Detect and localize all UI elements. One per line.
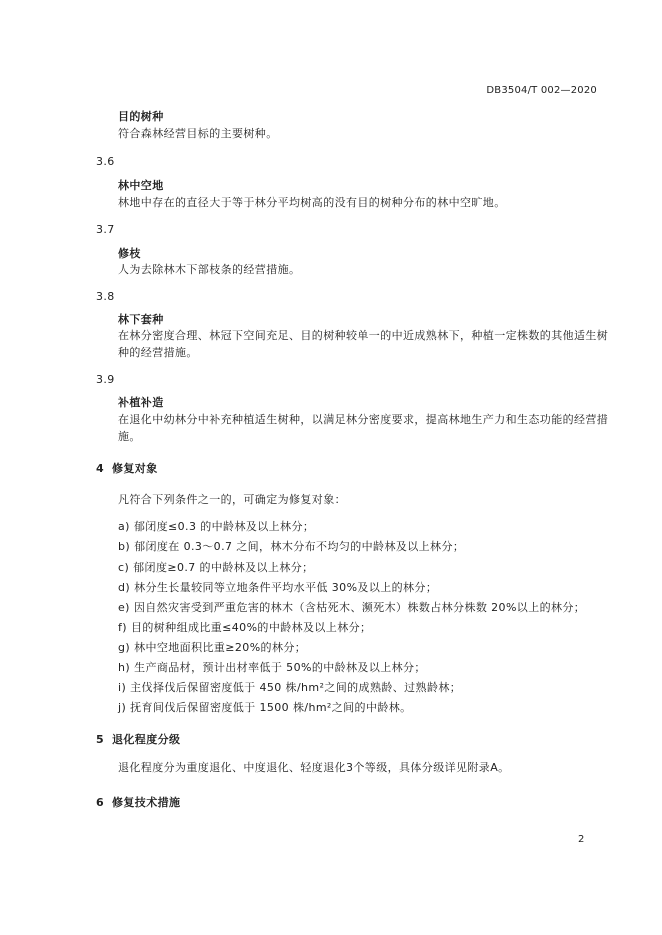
section-number: 4 — [96, 462, 105, 475]
term-definition: 符合森林经营目标的主要树种。 — [118, 127, 278, 140]
document-code-header: DB3504/T 002—2020 — [486, 85, 597, 96]
term-title: 林中空地 — [118, 179, 164, 192]
list-item-text: 目的树种组成比重≤40%的中龄林及以上林分； — [130, 621, 372, 634]
list-item-label: i) — [118, 681, 127, 694]
term-title: 林下套种 — [118, 313, 164, 326]
section-heading-6 — [96, 796, 180, 810]
list-item-label: c) — [118, 561, 130, 574]
list-item-label: b) — [118, 540, 131, 553]
list-item — [118, 701, 412, 715]
section-intro: 凡符合下列条件之一的，可确定为修复对象： — [118, 493, 346, 506]
term-title: 目的树种 — [118, 110, 164, 123]
list-item — [118, 621, 371, 635]
list-item-text: 因自然灾害受到严重危害的林木（含枯死木、濒死木）株数占林分株数 20%以上的林分； — [133, 601, 586, 614]
list-item — [118, 540, 464, 554]
section-number: 5 — [96, 733, 105, 746]
list-item — [118, 681, 461, 695]
list-item-label: j) — [118, 701, 127, 714]
list-item — [118, 561, 314, 575]
term-number: 3.7 — [96, 223, 115, 236]
list-item-text: 郁闭度≥0.7 的中龄林及以上林分； — [133, 561, 314, 574]
list-item — [118, 661, 426, 675]
list-item — [118, 581, 437, 595]
term-definition: 林地中存在的直径大于等于林分平均树高的没有目的树种分布的林中空旷地。 — [118, 196, 506, 209]
term-number: 3.8 — [96, 290, 115, 303]
list-item-text: 生产商品材，预计出材率低于 50%的中龄林及以上林分； — [134, 661, 426, 674]
list-item-label: a) — [118, 520, 130, 533]
section-heading-4 — [96, 462, 158, 476]
list-item-text: 林中空地面积比重≥20%的林分； — [134, 641, 307, 654]
term-title: 补植补造 — [118, 396, 164, 409]
term-definition: 施。 — [118, 430, 141, 443]
list-item-text: 郁闭度≤0.3 的中龄林及以上林分； — [133, 520, 315, 533]
term-title: 修枝 — [118, 247, 141, 260]
section-heading-5 — [96, 733, 180, 747]
term-definition: 人为去除林木下部枝条的经营措施。 — [118, 263, 301, 276]
section-title: 修复技术措施 — [112, 796, 181, 809]
list-item-label: d) — [118, 581, 131, 594]
list-item-text: 抚育间伐后保留密度低于 1500 株/hm²之间的中龄林。 — [130, 701, 412, 714]
list-item — [118, 601, 585, 615]
section-body: 退化程度分为重度退化、中度退化、轻度退化3个等级，具体分级详见附录A。 — [118, 761, 510, 774]
page-number: 2 — [578, 834, 585, 845]
list-item-label: h) — [118, 661, 131, 674]
list-item-text: 郁闭度在 0.3～0.7 之间，林木分布不均匀的中龄林及以上林分； — [134, 540, 465, 553]
list-item-label: f) — [118, 621, 127, 634]
list-item-label: e) — [118, 601, 130, 614]
term-definition: 在林分密度合理、林冠下空间充足、目的树种较单一的中近成熟林下，种植一定株数的其他适生树 — [118, 329, 609, 342]
list-item — [118, 520, 314, 534]
term-definition: 在退化中幼林分中补充种植适生树种，以满足林分密度要求，提高林地生产力和生态功能的经营措 — [118, 413, 609, 426]
term-number: 3.9 — [96, 373, 115, 386]
list-item-text: 林分生长量较同等立地条件平均水平低 30%及以上的林分； — [134, 581, 438, 594]
section-number: 6 — [96, 796, 105, 809]
term-definition: 种的经营措施。 — [118, 346, 198, 359]
list-item — [118, 641, 306, 655]
section-title: 退化程度分级 — [112, 733, 181, 746]
list-item-label: g) — [118, 641, 131, 654]
term-number: 3.6 — [96, 155, 115, 168]
list-item-text: 主伐择伐后保留密度低于 450 株/hm²之间的成熟龄、过熟龄林； — [130, 681, 462, 694]
section-title: 修复对象 — [112, 462, 158, 475]
